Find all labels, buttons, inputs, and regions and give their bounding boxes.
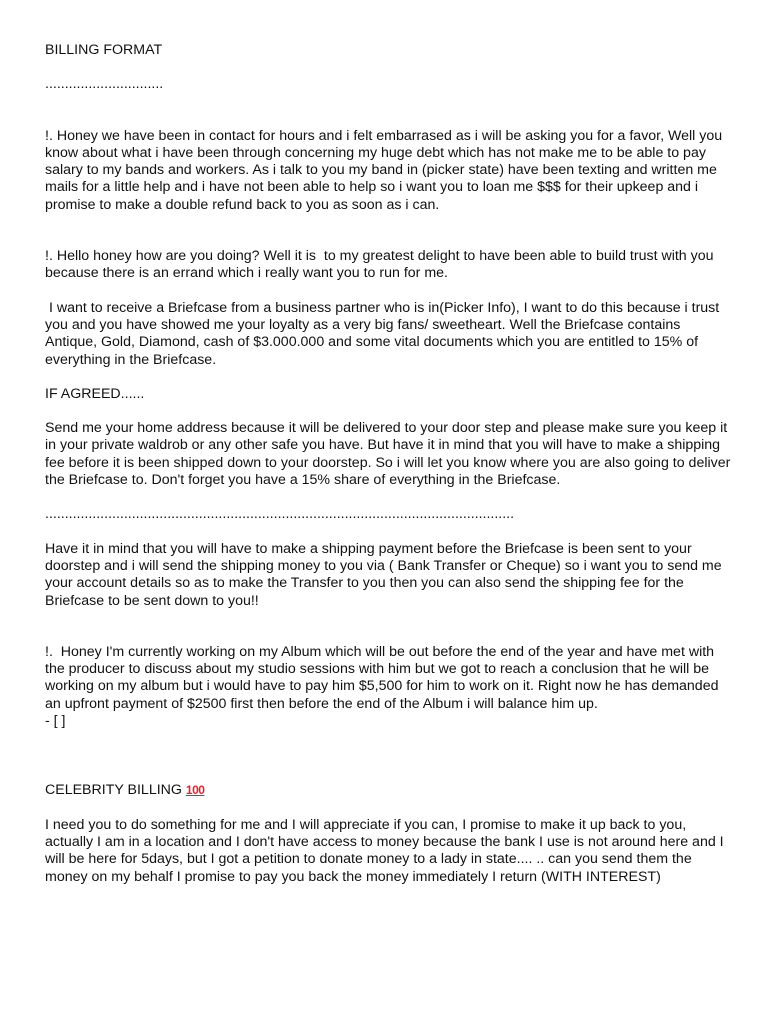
document-title: BILLING FORMAT — [45, 42, 163, 58]
paragraph-shipping-payment: Have it in mind that you will have to make a shipping payment before the Briefcase is been sent to your doorstep and i will send the shipping money to you via ( Bank Transfer or Cheque) so i want you to send me your account details so as to make the Transfer to you then you can also send the shipping fee for the Briefcase to be sent down to you!! — [45, 540, 726, 609]
paragraph-briefcase: I want to receive a Briefcase from a business partner who is in(Picker Info), I want to do this because i trust you and you have showed me your loyalty as a very big fans/ sweetheart. Well the Briefcase contains Antique, Gold, Diamond, cash of $3.000.000 and some vital documents which you are entitled to 15% of everything in the Briefcase. — [45, 299, 724, 368]
celebrity-billing-heading — [45, 782, 735, 799]
document-page — [45, 42, 735, 886]
if-agreed-heading: IF AGREED...... — [45, 385, 145, 402]
celebrity-billing-title: CELEBRITY BILLING — [45, 782, 182, 799]
checkbox-line: - [ ] — [45, 713, 66, 730]
paragraph-errand-intro: !. Hello honey how are you doing? Well it is to my greatest delight to have been able to build trust with you because there is an errand which i really want you to run for me. — [45, 248, 718, 282]
separator-long: ....................................................................................................................... — [45, 506, 515, 523]
paragraph-celebrity-request: I need you to do something for me and I will appreciate if you can, I promise to make it up back to you, actually I am in a location and I don't have access to money because the bank I use is not around here and I will be here for 5days, but I got a petition to donate money to a lady in state.... .. can you send them the money on my behalf I promise to pay you back the money immediately I return (WITH INTEREST) — [45, 816, 728, 885]
paragraph-loan-request: !. Honey we have been in contact for hours and i felt embarrased as i will be asking you for a favor, Well you know about what i have been through concerning my huge debt which has not make me to be able to pay salary to my bands and workers. As i talk to you my band in (picker state) have been texting and written me mails for a little help and i have not been able to help so i want you to loan me $$$ for their upkeep and i promise to make a double refund back to you as soon as i can. — [45, 127, 727, 213]
hundred-points-icon: 100 — [185, 783, 205, 798]
separator-short: .............................. — [45, 76, 164, 93]
paragraph-home-address: Send me your home address because it will be delivered to your door step and please make sure you keep it in your private waldrob or any other safe you have. But have it in mind that you will have to make a shipping fee before it is been shipped down to your doorstep. So i will let you know where you are also going to deliver the Briefcase to. Don't forget you have a 15% share of everything in the Briefcase. — [45, 420, 735, 489]
paragraph-album: !. Honey I'm currently working on my Album which will be out before the end of the year and have met with the producer to discuss about my studio sessions with him but we got to reach a conclusion that he will be working on my album but i would have to pay him $5,500 for him to work on it. Right now he has demanded an upfront payment of $2500 first then before the end of the Album i will balance him up. — [45, 643, 723, 712]
